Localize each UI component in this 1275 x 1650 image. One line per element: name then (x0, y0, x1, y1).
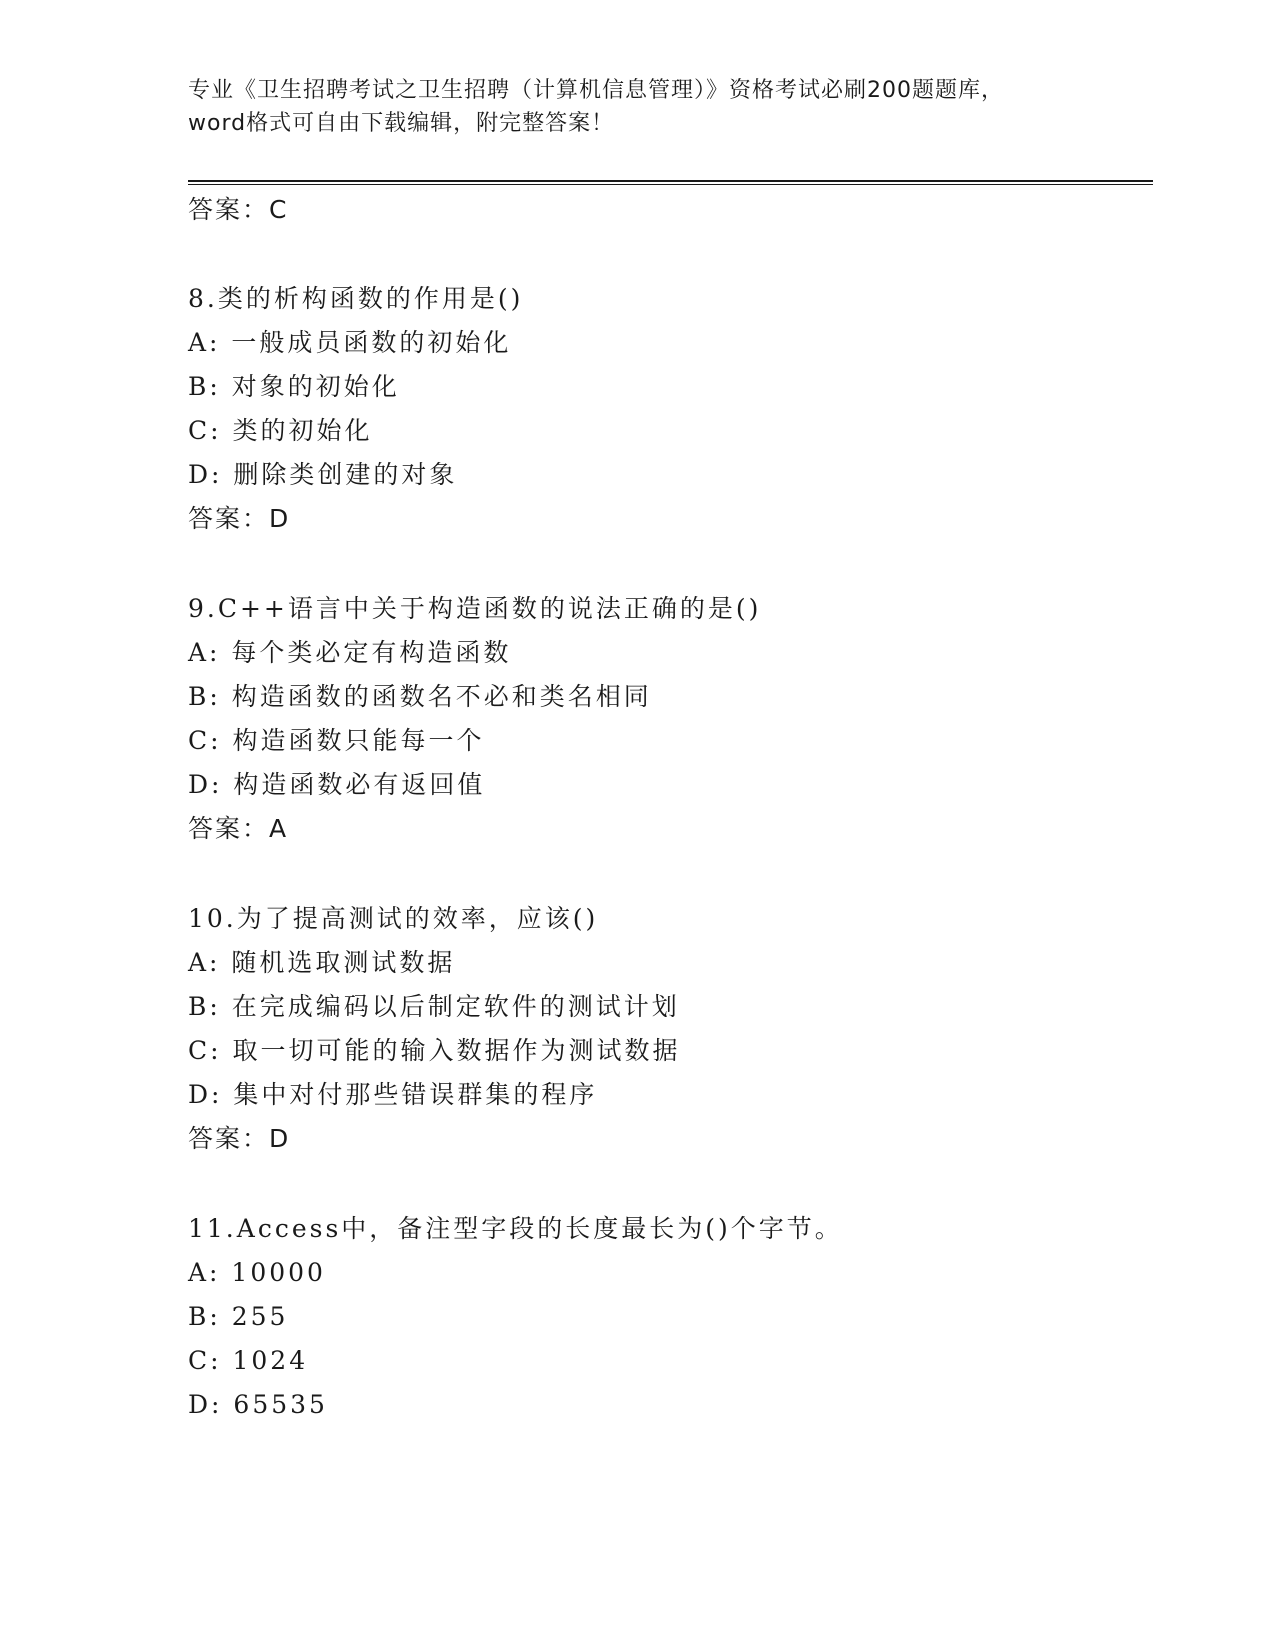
q10-option-c: C: 取一切可能的输入数据作为测试数据 (188, 1036, 681, 1065)
q11-option-b: B: 255 (188, 1302, 289, 1331)
q9-option-a: A: 每个类必定有构造函数 (188, 638, 512, 667)
q8-question: 8.类的析构函数的作用是() (188, 284, 524, 313)
header-divider-thick (188, 180, 1153, 182)
header-line-2: word格式可自由下载编辑，附完整答案！ (188, 111, 615, 136)
q10-option-a: A: 随机选取测试数据 (188, 948, 456, 977)
q9-question: 9.C++语言中关于构造函数的说法正确的是() (188, 594, 762, 623)
document-header (188, 74, 1088, 140)
q8-option-c: C: 类的初始化 (188, 416, 373, 445)
q9-option-c: C: 构造函数只能每一个 (188, 726, 485, 755)
q11-option-a: A: 10000 (188, 1258, 326, 1287)
q9-option-d: D: 构造函数必有返回值 (188, 770, 486, 799)
q10-option-b: B: 在完成编码以后制定软件的测试计划 (188, 992, 680, 1021)
q9-option-b: B: 构造函数的函数名不必和类名相同 (188, 682, 652, 711)
q7-answer: 答案：C (188, 195, 289, 224)
q8-option-a: A: 一般成员函数的初始化 (188, 328, 512, 357)
header-divider-thin (188, 184, 1153, 185)
q10-answer: 答案：D (188, 1124, 291, 1153)
q10-option-d: D: 集中对付那些错误群集的程序 (188, 1080, 598, 1109)
q8-option-b: B: 对象的初始化 (188, 372, 400, 401)
q8-answer: 答案：D (188, 504, 291, 533)
q11-option-d: D: 65535 (188, 1390, 328, 1419)
q11-question: 11.Access中，备注型字段的长度最长为()个字节。 (188, 1214, 843, 1243)
q10-question: 10.为了提高测试的效率，应该() (188, 904, 599, 933)
q9-answer: 答案：A (188, 814, 289, 843)
header-line-1: 专业《卫生招聘考试之卫生招聘（计算机信息管理）》资格考试必刷200题题库， (188, 78, 1004, 103)
q11-option-c: C: 1024 (188, 1346, 309, 1375)
q8-option-d: D: 删除类创建的对象 (188, 460, 458, 489)
